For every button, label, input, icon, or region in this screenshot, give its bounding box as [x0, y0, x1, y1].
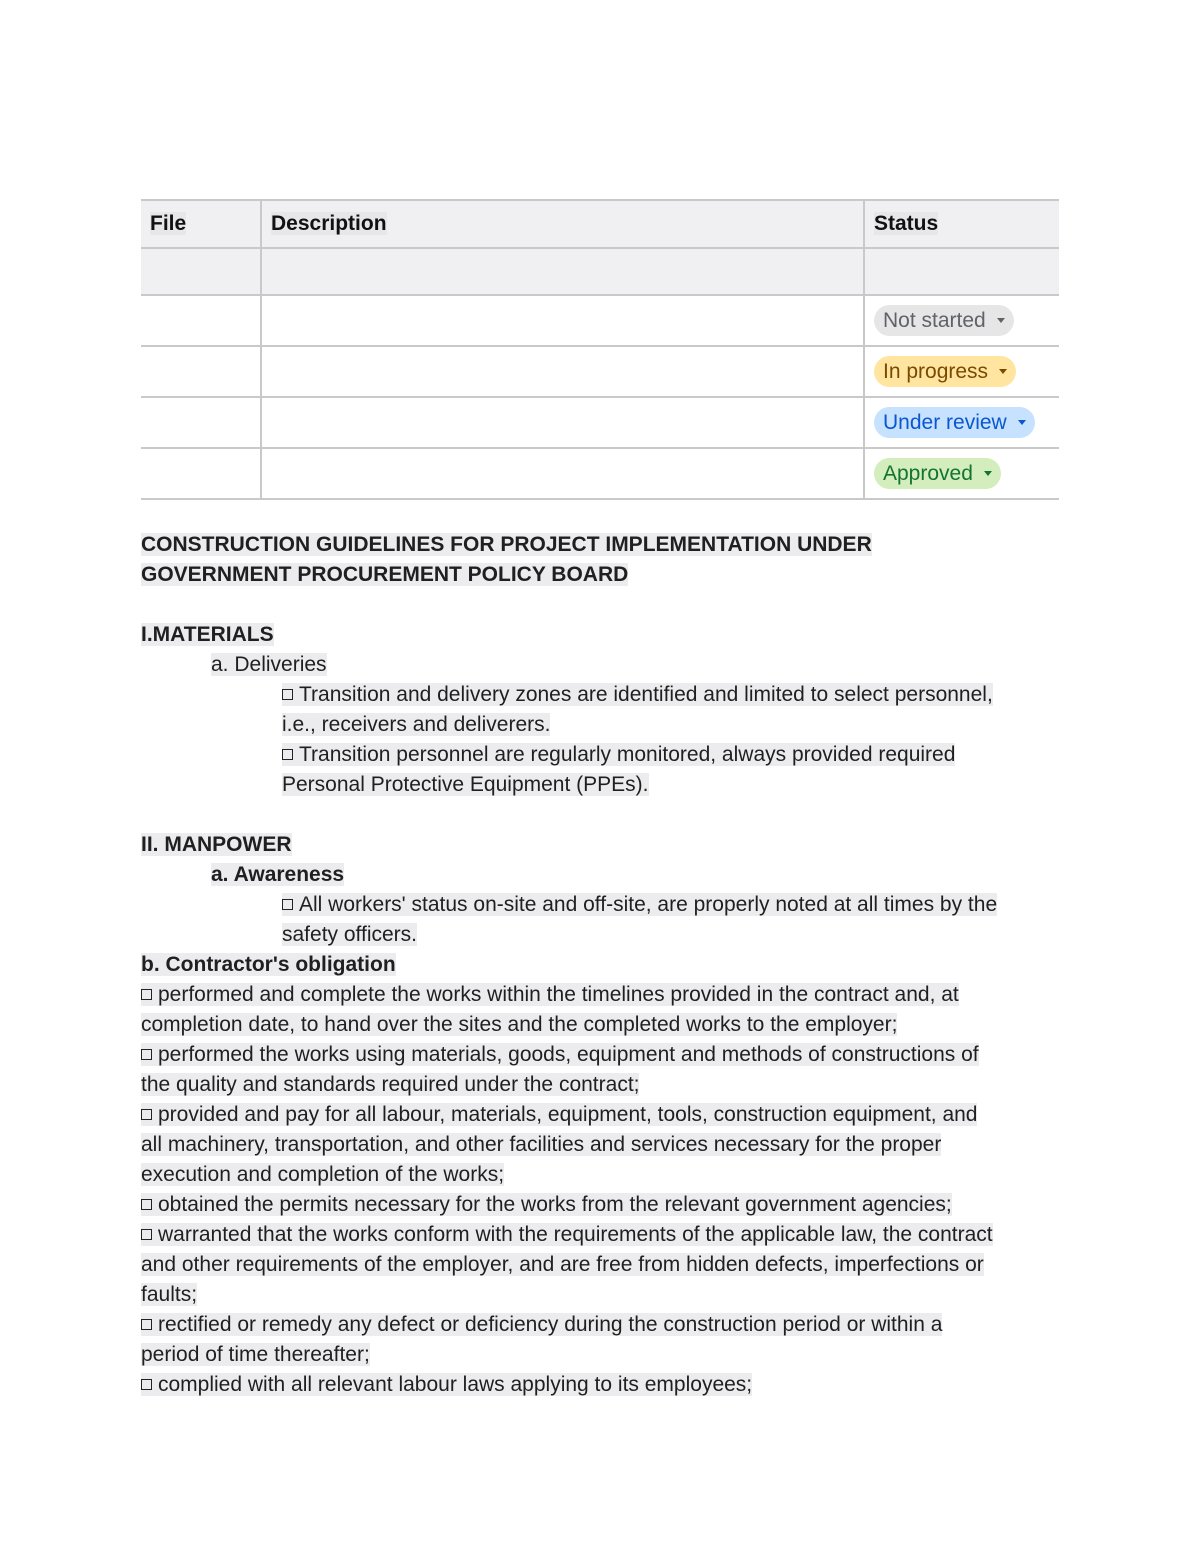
- bullet-item: Transition personnel are regularly monitored, always provided required: [141, 740, 1059, 770]
- bullet-continuation: the quality and standards required under the contract;: [141, 1073, 640, 1096]
- status-cell: [864, 295, 1059, 346]
- table-row: [141, 295, 1059, 346]
- document-title: CONSTRUCTION GUIDELINES FOR PROJECT IMPLEMENTATION UNDER: [141, 533, 872, 556]
- file-cell[interactable]: [141, 397, 261, 448]
- status-cell: [864, 397, 1059, 448]
- status-column-header: Status: [864, 200, 1059, 248]
- status-cell[interactable]: [864, 248, 1059, 295]
- checkbox-icon: [282, 899, 293, 910]
- status-cell: [864, 448, 1059, 499]
- file-cell[interactable]: [141, 248, 261, 295]
- chevron-down-icon: [1018, 420, 1026, 425]
- bullet-continuation: safety officers.: [282, 923, 418, 946]
- description-cell[interactable]: [261, 248, 864, 295]
- description-cell[interactable]: [261, 346, 864, 397]
- bullet-item: complied with all relevant labour laws applying to its employees;: [141, 1370, 1059, 1400]
- status-chip-label: Approved: [883, 461, 973, 485]
- checkbox-icon: [141, 1199, 152, 1210]
- status-chip-not-started[interactable]: [874, 305, 1014, 336]
- table-row: [141, 397, 1059, 448]
- chevron-down-icon: [997, 318, 1005, 323]
- bullet-continuation: i.e., receivers and deliverers.: [282, 713, 551, 736]
- chevron-down-icon: [984, 471, 992, 476]
- document-title-continued: GOVERNMENT PROCUREMENT POLICY BOARD: [141, 563, 629, 586]
- section-heading-manpower: II. MANPOWER: [141, 833, 292, 856]
- status-table: [141, 199, 1059, 500]
- table-row: [141, 448, 1059, 499]
- subheading-deliveries: a. Deliveries: [211, 653, 327, 676]
- bullet-item: provided and pay for all labour, materials, equipment, tools, construction equipment, and: [141, 1100, 1059, 1130]
- subheading-contractors-obligation: b. Contractor's obligation: [141, 953, 396, 976]
- status-chip-in-progress[interactable]: [874, 356, 1016, 387]
- bullet-item: All workers' status on-site and off-site, are properly noted at all times by the: [141, 890, 1059, 920]
- description-cell[interactable]: [261, 448, 864, 499]
- file-column-header: File: [141, 200, 261, 248]
- bullet-item: performed and complete the works within the timelines provided in the contract and, at: [141, 980, 1059, 1010]
- bullet-item: performed the works using materials, goods, equipment and methods of constructions of: [141, 1040, 1059, 1070]
- chevron-down-icon: [999, 369, 1007, 374]
- status-cell: [864, 346, 1059, 397]
- checkbox-icon: [141, 1319, 152, 1330]
- status-chip-approved[interactable]: [874, 458, 1001, 489]
- section-heading-materials: I.MATERIALS: [141, 623, 274, 646]
- file-cell[interactable]: [141, 295, 261, 346]
- subheading-awareness: a. Awareness: [211, 863, 345, 886]
- bullet-continuation: execution and completion of the works;: [141, 1163, 505, 1186]
- bullet-continuation: all machinery, transportation, and other facilities and services necessary for the proper: [141, 1133, 942, 1156]
- checkbox-icon: [141, 1109, 152, 1120]
- status-chip-label: Under review: [883, 410, 1007, 434]
- status-chip-label: Not started: [883, 308, 986, 332]
- bullet-continuation: completion date, to hand over the sites and the completed works to the employer;: [141, 1013, 898, 1036]
- table-row: [141, 346, 1059, 397]
- checkbox-icon: [282, 689, 293, 700]
- description-cell[interactable]: [261, 397, 864, 448]
- checkbox-icon: [282, 749, 293, 760]
- document-body: [141, 530, 1059, 1400]
- table-header-row: [141, 200, 1059, 248]
- table-row: [141, 248, 1059, 295]
- bullet-continuation: period of time thereafter;: [141, 1343, 370, 1366]
- checkbox-icon: [141, 1379, 152, 1390]
- bullet-continuation: and other requirements of the employer, and are free from hidden defects, imperfections or: [141, 1253, 984, 1276]
- description-cell[interactable]: [261, 295, 864, 346]
- bullet-continuation: Personal Protective Equipment (PPEs).: [282, 773, 649, 796]
- status-chip-under-review[interactable]: [874, 407, 1035, 438]
- bullet-item: rectified or remedy any defect or deficiency during the construction period or within a: [141, 1310, 1059, 1340]
- description-column-header: Description: [261, 200, 864, 248]
- bullet-continuation: faults;: [141, 1283, 198, 1306]
- file-cell[interactable]: [141, 346, 261, 397]
- checkbox-icon: [141, 989, 152, 1000]
- file-cell[interactable]: [141, 448, 261, 499]
- status-chip-label: In progress: [883, 359, 989, 383]
- checkbox-icon: [141, 1229, 152, 1240]
- checkbox-icon: [141, 1049, 152, 1060]
- bullet-item: warranted that the works conform with the requirements of the applicable law, the contract: [141, 1220, 1059, 1250]
- bullet-item: Transition and delivery zones are identified and limited to select personnel,: [141, 680, 1059, 710]
- bullet-item: obtained the permits necessary for the works from the relevant government agencies;: [141, 1190, 1059, 1220]
